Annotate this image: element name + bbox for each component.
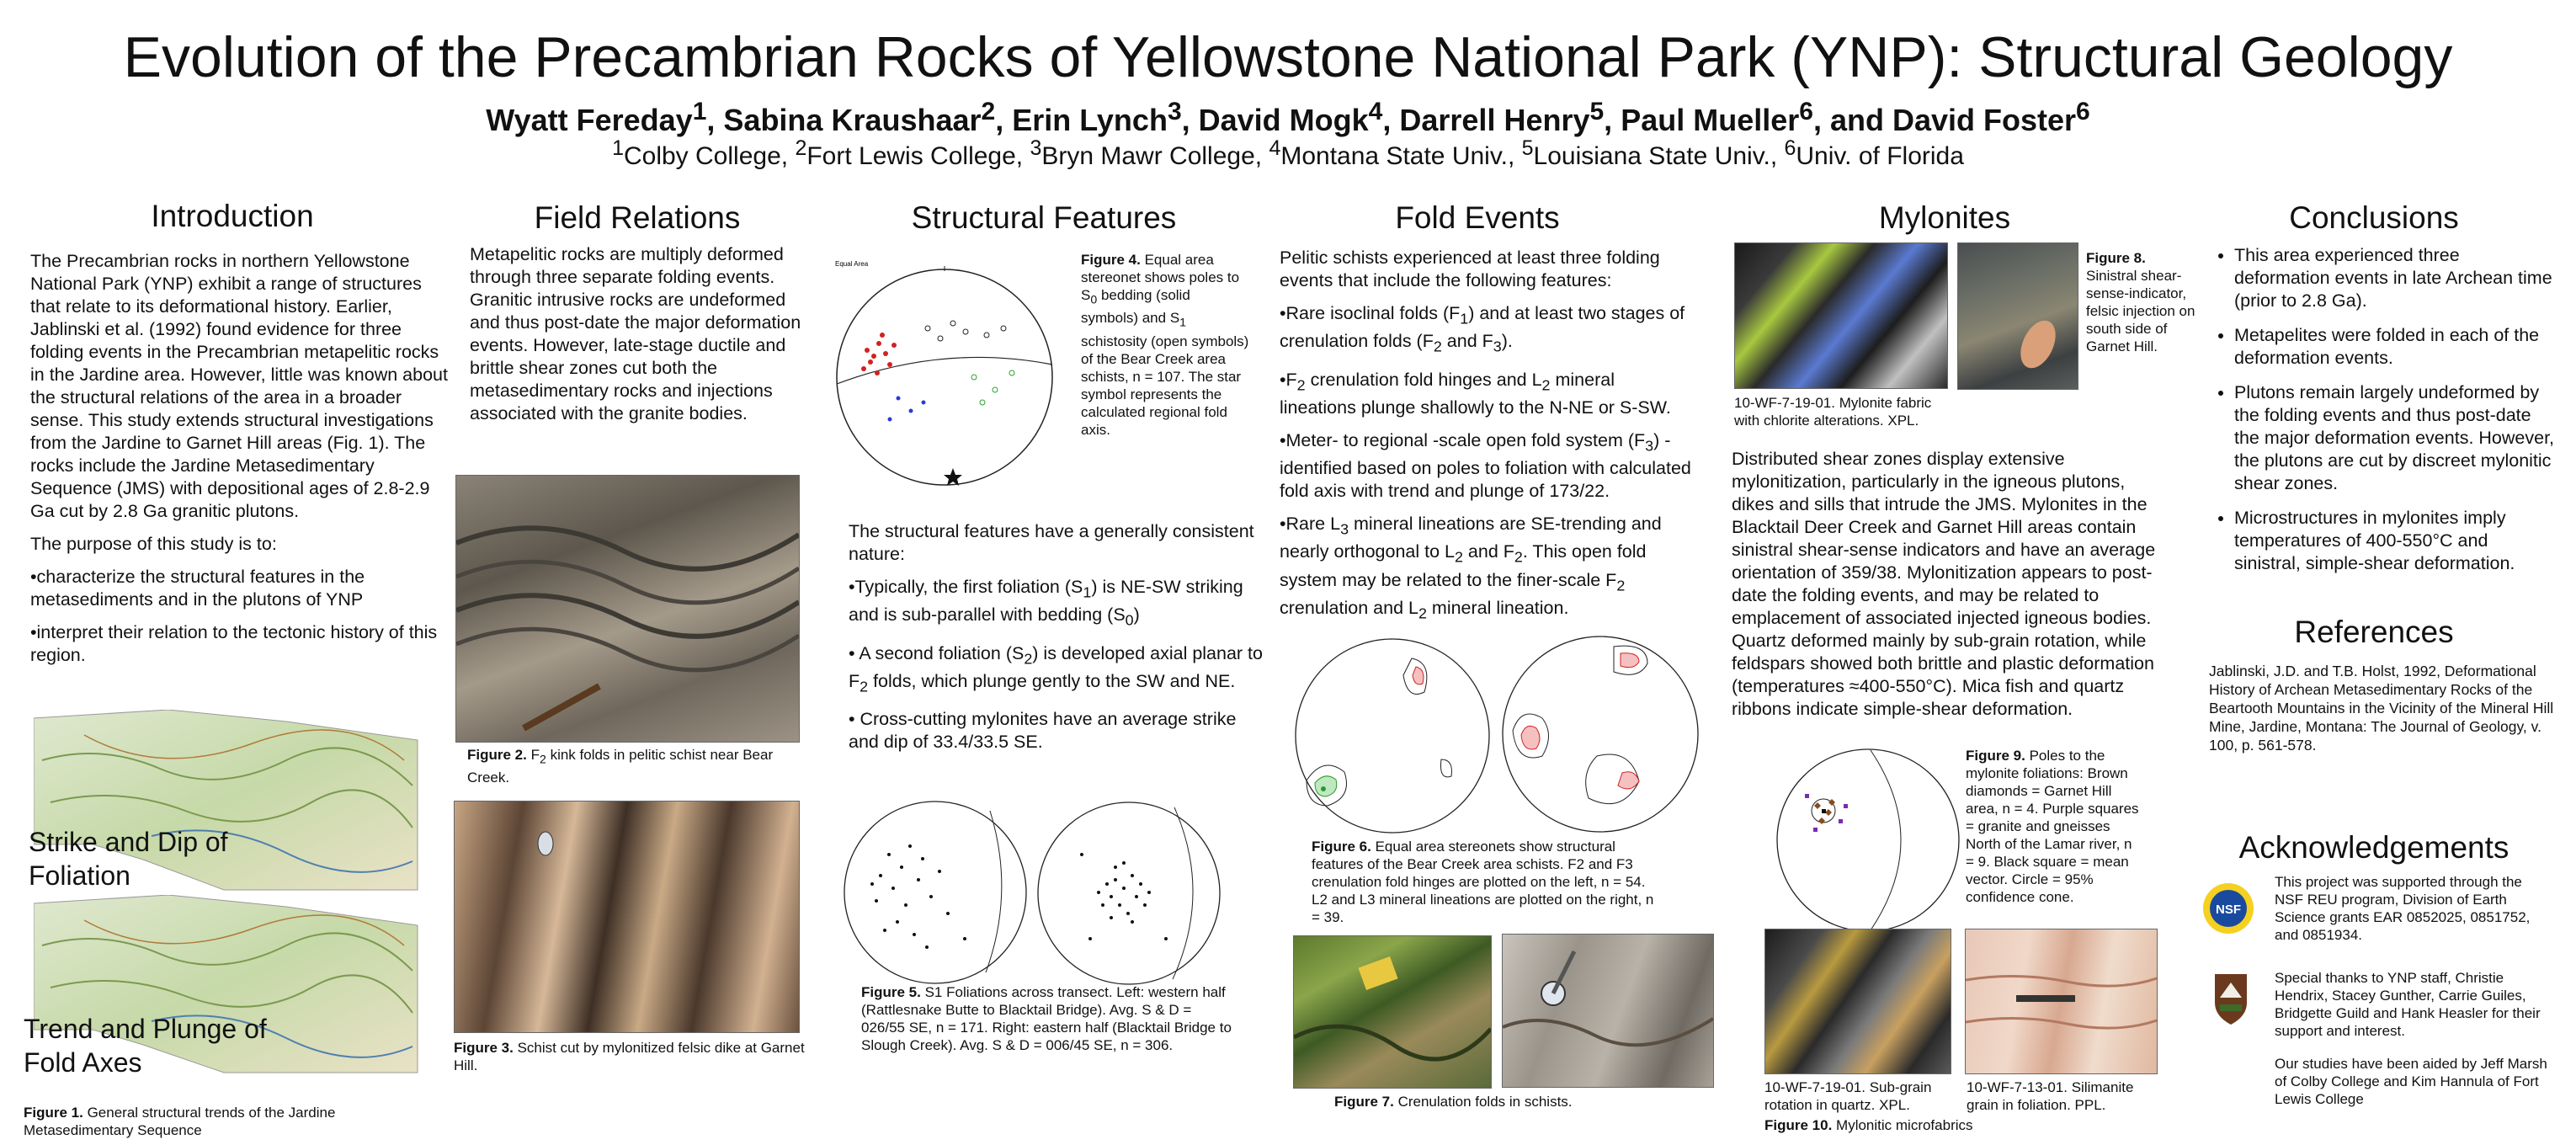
- stereonet-fig9: [1771, 743, 1965, 937]
- figure-3-caption: [454, 1039, 807, 1074]
- structural-bullet: [849, 642, 1269, 699]
- figure-label: Figure 4.: [1081, 252, 1141, 268]
- figure-8-caption: [2086, 249, 2195, 355]
- ack-heading: Acknowledgements: [2238, 830, 2509, 865]
- sub: 3: [1493, 338, 1502, 355]
- text: ) -identified based on poles to foliation with calculated fold axis with trend and plunge of 173/22.: [1280, 429, 1691, 502]
- fold-bullet: [1280, 302, 1694, 359]
- author-list: Wyatt Fereday$^1$, Sabina Kraushaar$^2$, Erin Lynch$^3$, David Mogk$^4$, Darrell Henry$^5$, Paul Mueller$^6$, and David Foster$^6$: [486, 98, 2090, 137]
- author-sup: 1: [692, 98, 707, 125]
- stereonet-fig5-right: [1031, 796, 1227, 991]
- figure-2-caption: [467, 746, 812, 786]
- figure-label: Figure 6.: [1312, 839, 1371, 855]
- structural-bullet: • Cross-cutting mylonites have an average strike and dip of 33.4/33.5 SE.: [849, 709, 1237, 753]
- caption-text: Crenulation folds in schists.: [1393, 1094, 1573, 1110]
- caption-text: Sinistral shear-sense-indicator, felsic injection on south side of Garnet Hill.: [2086, 268, 2195, 354]
- field-text: Metapelitic rocks are multiply deformed through three separate folding events. Granitic intrusive rocks are undeformed and thus post-date the major deformation events. However, late-stage ductile and brittle shear zones cut both the metasedimentary rocks and injections associated with the granite bodies.: [470, 244, 801, 423]
- text: •Rare isoclinal folds (F: [1280, 303, 1461, 323]
- author-name: Paul Mueller: [1621, 103, 1800, 137]
- sub: 2: [1514, 548, 1523, 566]
- sub: 2: [1616, 577, 1626, 594]
- schist-dike-photo: [454, 801, 800, 1033]
- shear-sense-photo: [1957, 242, 2078, 390]
- figure-label: Figure 8.: [2086, 250, 2146, 266]
- mylonite-fabric-photo: [1734, 242, 1948, 389]
- conclusion-item: • This area experienced three deformation events in late Archean time (prior to 2.8 Ga).: [2234, 244, 2559, 312]
- caption-sub: 2: [539, 753, 546, 767]
- nsf-logo: [2201, 881, 2255, 935]
- text: •F: [1280, 369, 1297, 390]
- sub: 2: [1024, 649, 1033, 667]
- affiliation: Louisiana State Univ.: [1533, 142, 1770, 170]
- text: and F: [1462, 541, 1514, 562]
- affil-sup: 6: [1784, 136, 1796, 160]
- caption-sub: 0: [1090, 293, 1098, 307]
- figure-10-caption: [1764, 1116, 2101, 1134]
- text: ) and at least two stages of crenulation folds (F: [1280, 303, 1685, 352]
- text: •Rare L: [1280, 514, 1341, 535]
- stereonet-fig6-left: [1290, 633, 1495, 839]
- intro-bullet: •interpret their relation to the tectonic history of this region.: [30, 622, 438, 665]
- sub: 2: [1541, 375, 1551, 393]
- text: and F: [1441, 331, 1493, 352]
- author-sup: 5: [1589, 98, 1605, 125]
- ack-nps-text: Special thanks to YNP staff, Christie Hendrix, Stacey Gunther, Carrie Guiles, Bridgette Guild and Hank Heasler for their support and interest.: [2275, 970, 2541, 1039]
- author-sup: 3: [1167, 98, 1182, 125]
- subgrain-rotation-photo: [1764, 929, 1951, 1074]
- figure-label: Figure 5.: [861, 984, 921, 1000]
- affiliation: Fort Lewis College: [806, 142, 1016, 170]
- caption-text: F: [526, 747, 540, 763]
- stereonet-fig5-left: [838, 796, 1032, 989]
- affiliation: Colby College: [623, 142, 781, 170]
- text: mineral lineations are SE-trending and nearly orthogonal to L: [1280, 514, 1662, 562]
- figure-9-caption: [1966, 747, 2142, 906]
- intro-bullet: •characterize the structural features in the metasediments and in the plutons of YNP: [30, 567, 365, 610]
- text: mineral lineations plunge shallowly to the N-NE or S-SW.: [1280, 369, 1671, 418]
- figure-label: Figure 9.: [1966, 748, 2025, 764]
- poster-title: Evolution of the Precambrian Rocks of Yellowstone National Park (YNP): Structural Geology: [123, 25, 2453, 89]
- text: crenulation fold hinges and L: [1305, 369, 1542, 390]
- affil-sup: 3: [1030, 136, 1042, 160]
- structural-body: [849, 520, 1269, 764]
- author-sup: 2: [981, 98, 996, 125]
- figure-label: Figure 7.: [1334, 1094, 1394, 1110]
- caption-sub: 1: [1179, 316, 1187, 330]
- nps-arrowhead-logo: [2211, 972, 2250, 1026]
- figure-label: Figure 1.: [24, 1105, 83, 1121]
- caption-text: S1 Foliations across transect. Left: western half (Rattlesnake Butte to Blacktail Bridge). Avg. S & D = 026/55 SE, n = 171. Right: eastern half (Blacktail Bridge to Slough Creek). Avg. S & D = 006/45 SE, n = 306.: [861, 984, 1232, 1053]
- field-heading: Field Relations: [534, 200, 741, 235]
- structural-heading: Structural Features: [911, 200, 1177, 235]
- crenulation-photo-2: [1502, 934, 1714, 1088]
- intro-paragraph: The purpose of this study is to:: [30, 534, 277, 554]
- mylonites-text: Distributed shear zones display extensive mylonitization, particularly in the igneous plutons, dikes and sills that intrude the JMS. Mylonites in the Blacktail Deer Creek and Garnet Hill areas contain sinistral shear-sense indicators and have an average orientation of 359/38. Mylonitization appears to post-date the folding events, and may be related to emplacement of associated injected igneous bodies. Quartz deformed mainly by sub-grain rotation, while feldspars showed both brittle and plastic deformation (temperatures ≈400-550°C). Mica fish and quartz ribbons indicate simple-shear deformation.: [1732, 449, 2156, 719]
- conclusions-list: [2216, 244, 2559, 587]
- text: •Meter- to regional -scale open fold system (F: [1280, 429, 1646, 450]
- nsf-logo-text: NSF: [2216, 903, 2241, 917]
- structural-bullet: [849, 576, 1269, 632]
- map-label-foliation: Strike and Dip of Foliation: [29, 827, 228, 891]
- text: crenulation and L: [1280, 598, 1418, 619]
- caption-text: Schist cut by mylonitized felsic dike at Garnet Hill.: [454, 1040, 805, 1073]
- text: mineral lineation.: [1426, 598, 1569, 619]
- affiliation: Bryn Mawr College: [1041, 142, 1255, 170]
- sub: 2: [1454, 548, 1463, 566]
- subgrain-caption: 10-WF-7-19-01. Sub-grain rotation in quartz. XPL.: [1764, 1079, 1932, 1113]
- sub: 2: [1433, 338, 1442, 355]
- caption-text: Equal area stereonets show structural features of the Bear Creek area schists. F2 and F3 crenulation fold hinges are plotted on the left, n = 54. L2 and L3 mineral lineations are plotted on the right, n = 39.: [1312, 839, 1654, 925]
- author-name: Sabina Kraushaar: [723, 103, 982, 137]
- references-heading: References: [2294, 615, 2454, 649]
- caption-text: schistosity (open symbols) of the Bear Creek area schists, n = 107. The star symbol represents the calculated regional fold axis.: [1081, 333, 1249, 438]
- stereonet-label: Equal Area: [835, 260, 869, 268]
- intro-heading: Introduction: [151, 199, 314, 233]
- figure-1-caption: [24, 1104, 444, 1139]
- reference-entry: Jablinski, J.D. and T.B. Holst, 1992, Deformational History of Archean Metasedimentary Rocks of the Beartooth Mountains in the Vicinity of the Mineral Hill Mine, Jardine, Montana: The Journal of Geology, v. 100, p. 561-578.: [2209, 663, 2554, 754]
- conclusion-item: • Microstructures in mylonites imply temperatures of 400-550°C and sinistral, simple-shear deformation.: [2234, 507, 2559, 575]
- fold-bullet: [1280, 429, 1694, 503]
- text: ) is developed axial planar to F: [849, 642, 1263, 691]
- fold-heading: Fold Events: [1395, 200, 1560, 235]
- intro-body: [30, 250, 451, 677]
- affil-sup: 1: [612, 136, 624, 160]
- sillimanite-photo: [1965, 929, 2158, 1074]
- map-label-fold-axes: Trend and Plunge of Fold Axes: [24, 1014, 267, 1078]
- author-name: Wyatt Fereday: [486, 103, 693, 137]
- text: • A second foliation (S: [849, 642, 1025, 663]
- sub: 0: [1125, 611, 1134, 629]
- sub: 1: [1083, 583, 1092, 601]
- crenulation-photo-1: [1293, 935, 1492, 1089]
- caption-text: bedding (solid symbols) and S: [1081, 287, 1190, 327]
- conclusion-item: • Plutons remain largely undeformed by the folding events and thus post-date the major deformation events. However, the plutons are cut by discreet mylonitic shear zones.: [2234, 381, 2559, 495]
- author-sup: 6: [2076, 98, 2090, 125]
- sub: 2: [1418, 604, 1427, 622]
- text: folds, which plunge gently to the SW and NE.: [868, 670, 1236, 691]
- affil-sup: 4: [1269, 136, 1281, 160]
- author-name: Darrell Henry: [1399, 103, 1590, 137]
- author-and: and: [1829, 103, 1884, 137]
- fold-bullet: [1280, 513, 1694, 625]
- text: ) is NE-SW striking and is sub-parallel with bedding (S: [849, 577, 1243, 626]
- mylonite-fabric-caption: 10-WF-7-19-01. Mylonite fabric with chlorite alterations. XPL.: [1734, 395, 1932, 429]
- stereonet-fig6-right: [1496, 630, 1705, 839]
- sub: 1: [1460, 310, 1469, 328]
- author-name: David Mogk: [1198, 103, 1369, 137]
- sub: 3: [1340, 520, 1349, 538]
- figure-7-caption: [1334, 1093, 1671, 1110]
- fold-intro: Pelitic schists experienced at least three folding events that include the following features:: [1280, 248, 1660, 290]
- text: •Typically, the first foliation (S: [849, 577, 1083, 597]
- affiliation: Montana State Univ.: [1280, 142, 1508, 170]
- figure-6-caption: [1312, 838, 1665, 926]
- figure-4-caption: [1081, 251, 1249, 439]
- stereonet-fig4: [827, 251, 1062, 495]
- ack-nsf-text: This project was supported through the NSF REU program, Division of Earth Science grants EAR 0852025, 0851752, and 0851934.: [2275, 874, 2531, 943]
- author-sup: 6: [1799, 98, 1813, 125]
- author-name: Erin Lynch: [1012, 103, 1168, 137]
- intro-paragraph: The Precambrian rocks in northern Yellowstone National Park (YNP) exhibit a range of structures that relate to its deformational history. Earlier, Jablinski et al. (1992) found evidence for three folding events in the Precambrian metapelitic rocks in the Jardine area. However, little was known about the structural relations of the area in a broader sense. This study extends structural investigations from the Jardine to Garnet Hill areas (Fig. 1). The rocks include the Jardine Metasedimentary Sequence (JMS) with depositional ages of 2.8-2.9 Ga cut by 2.8 Ga granitic plutons.: [30, 251, 448, 521]
- figure-5-caption: [861, 983, 1232, 1054]
- caption-text: Poles to the mylonite foliations: Brown diamonds = Garnet Hill area, n = 4. Purple squares = granite and gneisses North of the Lamar river, n = 9. Black square = mean vector. Circle = 95% confidence cone.: [1966, 748, 2139, 905]
- figure-label: Figure 3.: [454, 1040, 514, 1056]
- kink-fold-photo: [455, 475, 800, 743]
- text: ): [1133, 604, 1140, 626]
- sub: 2: [860, 678, 869, 695]
- sub: 2: [1296, 375, 1306, 393]
- mylonites-heading: Mylonites: [1878, 200, 2011, 235]
- sub: 3: [1645, 437, 1654, 455]
- structural-intro: The structural features have a generally consistent nature:: [849, 521, 1254, 564]
- caption-text: Equal area stereonet shows poles to S: [1081, 252, 1240, 303]
- affil-sup: 5: [1521, 136, 1534, 160]
- text: . This open fold system may be related to the finer-scale F: [1280, 541, 1647, 590]
- caption-text: Mylonitic microfabrics: [1832, 1117, 1973, 1133]
- sillimanite-caption: 10-WF-7-13-01. Silimanite grain in foliation. PPL.: [1967, 1079, 2134, 1113]
- fold-bullet: [1280, 369, 1694, 419]
- caption-text: kink folds in pelitic schist near Bear Creek.: [467, 747, 774, 786]
- caption-text: General structural trends of the Jardine Metasedimentary Sequence: [24, 1105, 336, 1138]
- affil-sup: 2: [795, 136, 807, 160]
- author-sup: 4: [1368, 98, 1383, 125]
- conclusions-heading: Conclusions: [2289, 200, 2459, 235]
- figure-label: Figure 10.: [1764, 1117, 1833, 1133]
- fold-body: [1280, 247, 1694, 635]
- figure-label: Figure 2.: [467, 747, 527, 763]
- affiliation: Univ. of Florida: [1796, 142, 1964, 170]
- text: ).: [1501, 331, 1513, 352]
- ack-aid-text: Our studies have been aided by Jeff Marsh of Colby College and Kim Hannula of Fort Lewis College: [2275, 1056, 2547, 1107]
- conclusion-item: • Metapelites were folded in each of the deformation events.: [2234, 324, 2559, 370]
- author-name: David Foster: [1892, 103, 2077, 137]
- affiliations: $^1$Colby College, $^2$Fort Lewis College, $^3$Bryn Mawr College, $^4$Montana State Univ., $^5$Louisiana State Univ., $^6$Univ. of Florida: [612, 136, 1964, 170]
